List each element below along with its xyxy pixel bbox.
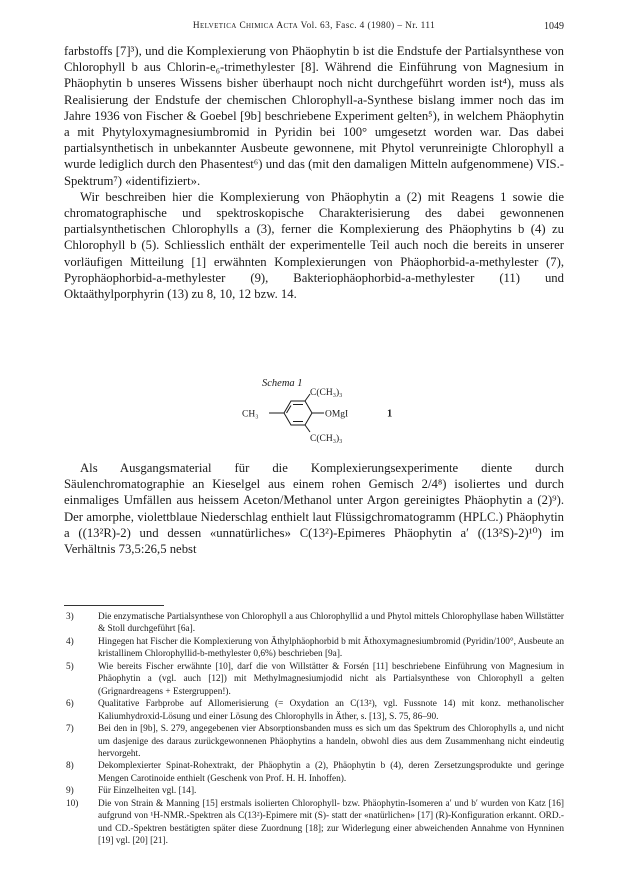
footnote-mark: 8) bbox=[66, 761, 74, 772]
footnotes bbox=[64, 611, 564, 848]
paragraph-1: farbstoffs [7]³), und die Komplexierung von Phäophytin b ist die Endstufe der Partialsynthese von Chlorophyll b aus Chlorin-e₆-trimethylester [8]. Während die Einführung von Magnesium in Phäophytin b unseres Wissens bisher überhaupt noch nicht durchgeführt worden ist⁴), muss als Realisierung der Endstufe der chemischen Chlorophyll-a-Synthese bislang immer noch das im Jahre 1936 von Fischer & Goebel [9b] beschriebene Experiment gelten⁵), in welchem Phäophytin a mit Phytyloxymagnesiumbromid in Pyridin bei 100° umgesetzt worden war. Das dabei partialsynthetisch in unbekannter Ausbeute gewonnene, mit Phytol verunreinigte Chlorophyll a wurde lediglich durch den Phasentest⁶) und das (mit den damaligen Mitteln aufgenommene) VIS.-Spektrum⁷) «identifiziert». bbox=[64, 44, 564, 188]
body-text-top bbox=[64, 43, 564, 302]
footnote bbox=[64, 723, 564, 760]
footnote-mark: 9) bbox=[66, 786, 74, 797]
footnote bbox=[64, 636, 564, 661]
issue-info: Vol. 63, Fasc. 4 (1980) – Nr. 111 bbox=[300, 21, 436, 31]
footnote bbox=[64, 611, 564, 636]
paragraph-3: Als Ausgangsmaterial für die Komplexierungsexperimente diente durch Säulenchromatographie an Kieselgel aus einem rohen Gemisch 2/4⁸) isoliertes und durch einmaliges Umfällen aus heissem Aceton/Methanol unter Argon gereinigtes Phäophytin a (2)⁹). Der amorphe, violettblaue Niederschlag enthielt laut Flüssigchromatogramm (HPLC.) Phäophytin a ((13²R)-2) und dessen «unnatürliches» C(13²)-Epimeres Phäophytin a′ ((13²S)-2)¹⁰) im Verhältnis 73,5:26,5 nebst bbox=[64, 461, 564, 557]
footnote-text: Qualitative Farbprobe auf Allomerisierung (= Oxydation an C(13²), vgl. Fussnote 14) mit konz. methanolischer Kaliumhydroxid-Lösung und einer Lösung des Chlorophylls in Äther, s. [13], S. 75, 86–90. bbox=[98, 699, 564, 722]
substituent-right: OMgI bbox=[325, 409, 349, 420]
footnote-text: Die von Strain & Manning [15] erstmals isolierten Chlorophyll- bzw. Phäophytin-Isomeren a′ und b′ wurden von Katz [16] aufgrund von ¹H-NMR.-Spektren als C(13²)-Epimere mit (S)- statt der «natürlichen» [17] (R)-Konfiguration erkannt. ORD.- und CD.-Spektren bestätigten später diese Zuordnung [18]; zur Widerlegung einer abweichenden Annahme von Hynninen [19] vgl. [20] [21]. bbox=[98, 798, 564, 847]
substituent-bottom: C(CH₃)₃ bbox=[310, 434, 343, 444]
footnote bbox=[64, 760, 564, 785]
footnote-rule bbox=[64, 605, 164, 606]
substituent-left: CH₃ bbox=[242, 409, 259, 420]
journal-name: Helvetica Chimica Acta bbox=[192, 21, 299, 31]
page-number: 1049 bbox=[544, 21, 564, 32]
paragraph-2: Wir beschreiben hier die Komplexierung von Phäophytin a (2) mit Reagens 1 sowie die chromatographische und spektroskopische Charakterisierung des dabei gewonnenen partialsynthetischen Chlorophylls a (3), ferner die Komplexierung des Phäophytins b (4) zu Chlorophyll b (5). Schliesslich enthält der experimentelle Teil auch noch die bereits in unserer vorläufigen Mitteilung [1] erwähnten Komplexierungen von Phäophorbid-a-methylester (7), Pyrophäophorbid-a-methylester (9), Bakteriophäophorbid-a-methylester (11) und Oktaäthylporphyrin (13) zu 8, 10, 12 bzw. 14. bbox=[64, 189, 564, 302]
schema-caption: Schema 1 bbox=[262, 378, 303, 389]
compound-label: 1 bbox=[387, 408, 393, 420]
footnote-text: Wie bereits Fischer erwähnte [10], darf die von Willstätter & Forsén [11] beschriebene Einführung von Magnesium in Phäophytin a (vgl. auch [12]) mit Methylmagnesiumjodid nicht als Partialsynthese von Chlorophyll a gelten (Grignardreagens + Estergruppen!). bbox=[98, 661, 564, 697]
footnote-text: Bei den in [9b], S. 279, angegebenen vier Absorptionsbanden muss es sich um das Spektrum des Chlorophylls a, und nicht um dasjenige des daraus zurückgewonnenen Phäophytins a handeln, obwohl dies aus dem Zusammenhang nicht eindeutig hervorgeht. bbox=[98, 724, 564, 759]
footnote-text: Hingegen hat Fischer die Komplexierung von Äthylphäophorbid b mit Äthoxymagnesiumbromid (Pyridin/100°, Ausbeute an kristallinem Chlorophyllid-b-methylester 0,6%) beschrieben [9a]. bbox=[98, 636, 564, 660]
footnote bbox=[64, 698, 564, 723]
footnote-mark: 4) bbox=[66, 636, 74, 647]
footnote-mark: 6) bbox=[66, 699, 74, 710]
footnote-text: Die enzymatische Partialsynthese von Chlorophyll a aus Chlorophyllid a und Phytol mittels Chlorophyllase haben Willstätter & Stoll durchgeführt [6a]. bbox=[98, 612, 564, 635]
body-text-bottom bbox=[64, 460, 564, 557]
reagent-structure-diagram bbox=[204, 387, 404, 453]
footnote-mark: 5) bbox=[66, 661, 74, 672]
running-header bbox=[64, 21, 564, 35]
bond-bottom bbox=[305, 425, 310, 432]
footnote-mark: 3) bbox=[66, 612, 74, 622]
footnote-text: Für Einzelheiten vgl. [14]. bbox=[98, 786, 197, 797]
footnote bbox=[64, 785, 564, 797]
footnote-mark: 7) bbox=[66, 724, 74, 735]
footnote-mark: 10) bbox=[66, 798, 79, 809]
footnote-text: Dekomplexierter Spinat-Rohextrakt, der Phäophytin a (2), Phäophytin b (4), deren Zersetzungsprodukte und geringe Mengen Carotinoide enthielt (Geschenk von Prof. H. H. Inhoffen). bbox=[98, 761, 564, 784]
footnote bbox=[64, 661, 564, 698]
footnote bbox=[64, 798, 564, 848]
substituent-top: C(CH₃)₃ bbox=[310, 388, 343, 398]
